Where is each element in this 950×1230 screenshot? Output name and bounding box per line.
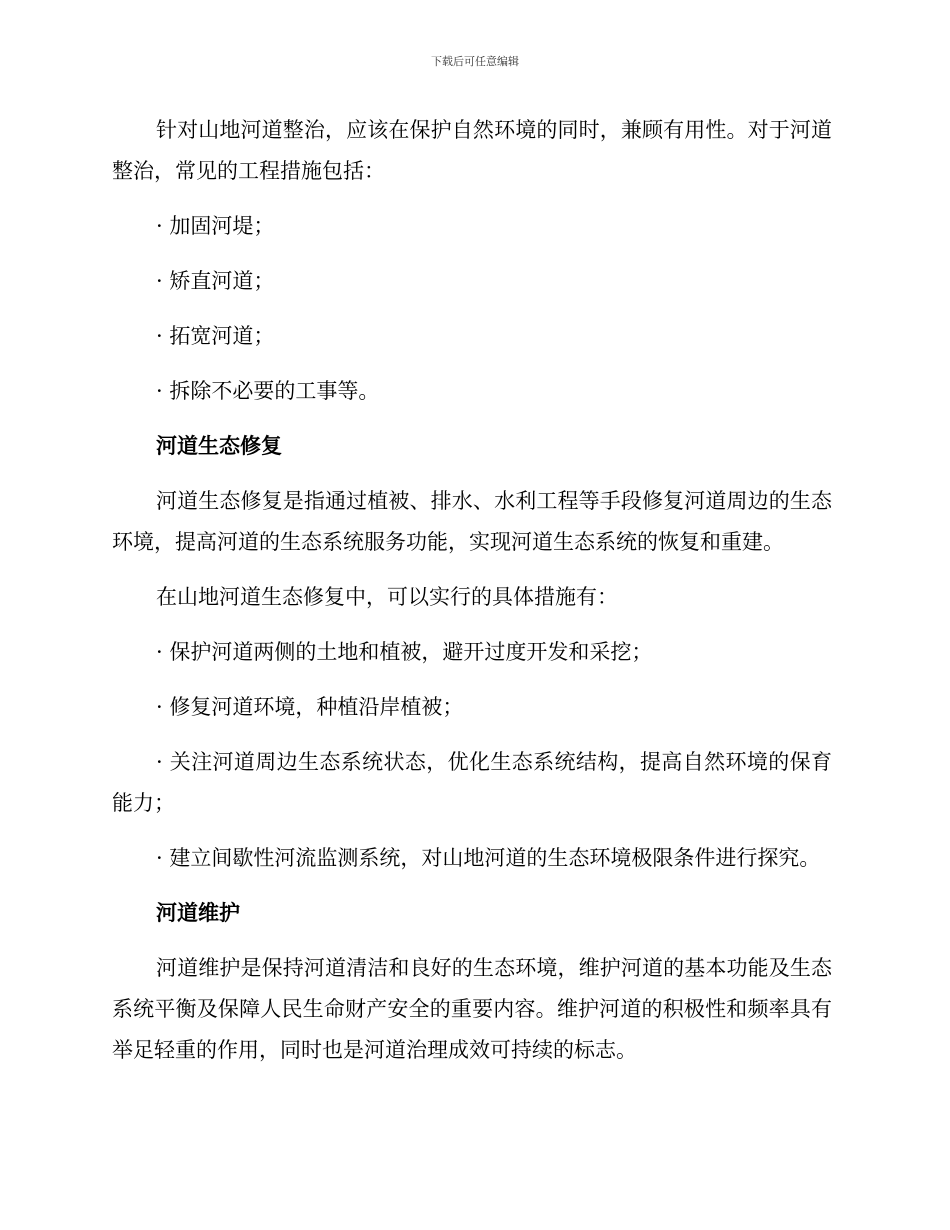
list-item-protect-land: · 保护河道两侧的土地和植被，避开过度开发和采挖；: [156, 640, 653, 664]
list-item-monitoring-system: · 建立间歇性河流监测系统，对山地河道的生态环境极限条件进行探究。: [156, 846, 821, 870]
list-item-remove-works: · 拆除不必要的工事等。: [156, 379, 380, 403]
section-heading-ecological-restoration: 河道生态修复: [156, 434, 282, 458]
paragraph-intro: 针对山地河道整治，应该在保护自然环境的同时，兼顾有用性。对于河道整治，常见的工程措施包括：: [112, 118, 832, 183]
list-item-straighten-channel: · 矫直河道；: [156, 269, 275, 293]
paragraph-restoration-definition: 河道生态修复是指通过植被、排水、水利工程等手段修复河道周边的生态环境，提高河道的生态系统服务功能，实现河道生态系统的恢复和重建。: [112, 489, 832, 554]
list-item-reinforce-dike: · 加固河堤；: [156, 214, 275, 238]
document-body: [112, 110, 832, 1071]
paragraph-maintenance: 河道维护是保持河道清洁和良好的生态环境，维护河道的基本功能及生态系统平衡及保障人民生命财产安全的重要内容。维护河道的积极性和频率具有举足轻重的作用，同时也是河道治理成效可持续的标志。: [112, 956, 832, 1062]
section-heading-maintenance: 河道维护: [156, 901, 240, 925]
list-item-widen-channel: · 拓宽河道；: [156, 324, 275, 348]
list-item-ecosystem-status: · 关注河道周边生态系统状态，优化生态系统结构，提高自然环境的保育能力；: [112, 750, 832, 815]
list-item-restore-environment: · 修复河道环境，种植沿岸植被；: [156, 695, 464, 719]
paragraph-restoration-measures-intro: 在山地河道生态修复中，可以实行的具体措施有：: [156, 585, 618, 609]
page-header: 下载后可任意编辑: [431, 55, 519, 68]
